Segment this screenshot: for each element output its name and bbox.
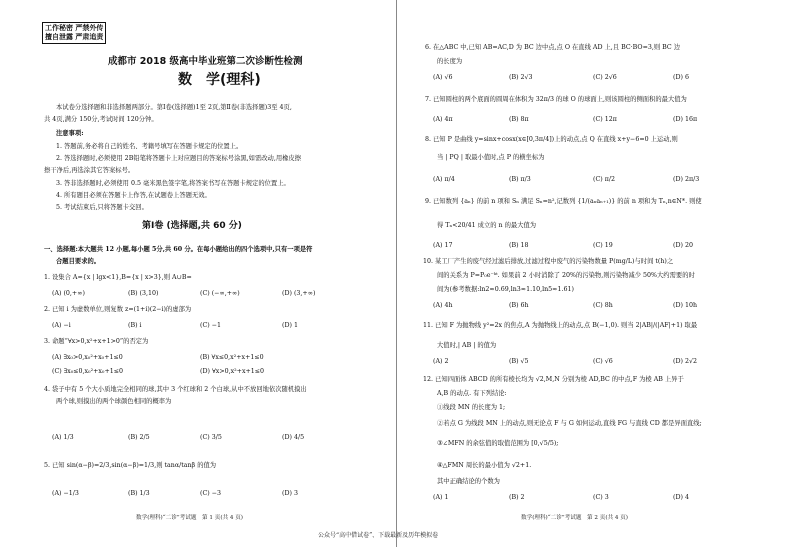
- option: (A) 1: [433, 494, 449, 501]
- page-footer: 数学(理科)“二诊”考试题 第 2 页(共 4 页): [521, 515, 628, 521]
- choice-intro: 一、选择题:本大题共 12 小题,每小题 5分,共 60 分。在每小题给出的四个选项中,只有一项是符: [44, 246, 313, 253]
- question-stem: 3. 命题“∀x>0,x²+x+1>0”的否定为: [44, 338, 149, 345]
- stamp-line-1: 工作秘密 严禁外传: [45, 24, 104, 32]
- option: (C) π/2: [593, 176, 615, 183]
- bottom-caption: 公众号“高中借试卷”、下载最新及历年模拟卷: [318, 532, 439, 539]
- choice-intro: 合题目要求的。: [56, 258, 101, 265]
- question-stem: A,B 的动点. 有下列结论:: [437, 390, 507, 397]
- stamp-line-2: 擅自泄露 严肃追责: [45, 33, 104, 41]
- question-stem: 间的关系为 P=P₀e⁻ᵏᵗ. 如果前 2 小时消除了 20%的污染物,则污染物减少 50%大约需要的时: [437, 272, 695, 279]
- option: (B) 2/5: [128, 434, 150, 441]
- option: (C) 12π: [593, 116, 617, 123]
- option: (D) 6: [673, 74, 689, 81]
- subject-title: 数 学(理科): [178, 72, 261, 88]
- option: (B) ∀x≤0,x²+x+1≤0: [200, 354, 264, 361]
- option: (D) 3: [282, 490, 298, 497]
- question-stem: 2. 已知 i 为虚数单位,则复数 z=(1+i)(2−i)的虚部为: [44, 306, 192, 313]
- option: (B) 2: [509, 494, 525, 501]
- question-stem: 两个球,则摸出的两个球颜色相同的概率为: [56, 398, 172, 405]
- page-footer: 数学(理科)“二诊”考试题 第 1 页(共 4 页): [136, 515, 243, 521]
- exam-title: 成都市 2018 级高中毕业班第二次诊断性检测: [108, 56, 303, 67]
- option: (A) −i: [52, 322, 71, 329]
- option: (A) π/4: [433, 176, 455, 183]
- question-stem: 10. 某工厂产生的废气经过滤后排放,过滤过程中废气的污染物数量 P(mg/L)与时间 t(h)之: [423, 258, 674, 265]
- option: (D) 10h: [673, 302, 698, 309]
- option: (C) −1: [200, 322, 222, 329]
- option: (A) 4h: [433, 302, 453, 309]
- option: (A) 17: [433, 242, 453, 249]
- option: (C) ∃x₀≤0,x₀²+x₀+1≤0: [52, 368, 124, 375]
- question-stem: 6. 在△ABC 中,已知 AB=AC,D 为 BC 边中点,点 O 在直线 AD 上,且 BC·BO=3,则 BC 边: [425, 44, 681, 51]
- option: (D) 16π: [673, 116, 698, 123]
- notes-title: 注意事项:: [56, 130, 84, 137]
- option: (B) 2√3: [509, 74, 533, 81]
- option: (D) ∀x>0,x²+x+1≤0: [200, 368, 265, 375]
- option: (C) −3: [200, 490, 222, 497]
- question-stem: 的长度为: [437, 58, 463, 65]
- option: (A) 2: [433, 358, 449, 365]
- section-title: 第Ⅰ卷 (选择题,共 60 分): [142, 221, 242, 231]
- option: (B) √5: [509, 358, 529, 365]
- option: (C) 19: [593, 242, 613, 249]
- option: (B) 18: [509, 242, 529, 249]
- note-line: 1. 答题前,务必将自己的姓名、考籍号填写在答题卡规定的位置上。: [56, 143, 243, 150]
- question-stem: 9. 已知数列 {aₙ} 的前 n 项和 Sₙ 满足 Sₙ=n²,记数列 {1/(aₙaₙ₊₁)} 的前 n 项和为 Tₙ,n∈N*. 则使: [425, 198, 702, 205]
- option: (B) π/3: [509, 176, 531, 183]
- page-2: [397, 0, 794, 547]
- question-stem: 当 | PQ | 取最小值时,点 P 的横坐标为: [437, 154, 545, 161]
- question-stem: 大值时,| AB | 的值为: [437, 342, 497, 349]
- intro-line: 共 4页,满分 150分,考试时间 120分钟。: [44, 116, 158, 123]
- question-stem: ③∠MFN 的余弦值的取值范围为 [0,√5/5);: [437, 440, 559, 447]
- option: (D) 20: [673, 242, 693, 249]
- question-stem: 间为(参考数据:ln2≈0.69,ln3≈1.10,ln5≈1.61): [437, 286, 574, 293]
- option: (A) ∃x₀>0,x₀²+x₀+1≤0: [52, 354, 123, 361]
- intro-line: 本试卷分选择题和非选择题两部分。第Ⅰ卷(选择题)1至 2页,第Ⅱ卷(非选择题)3至 4页,: [56, 104, 292, 111]
- option: (A) −1/3: [52, 490, 79, 497]
- note-line: 擦干净后,再选涂其它答案标号。: [44, 167, 135, 174]
- option: (C) 2√6: [593, 74, 617, 81]
- question-stem: ①线段 MN 的长度为 1;: [437, 404, 506, 411]
- option: (C) 8h: [593, 302, 613, 309]
- note-line: 2. 答选择题时,必须使用 2B铅笔将答题卡上对应题目的答案标号涂黑,如需改动,用橡皮擦: [56, 155, 302, 162]
- option: (A) √6: [433, 74, 453, 81]
- question-stem: 8. 已知 P 是曲线 y=sinx+cosx(x∈[0,3π/4])上的动点,点 Q 在直线 x+y−6=0 上运动,则: [425, 136, 678, 143]
- option: (D) 1: [282, 322, 298, 329]
- note-line: 4. 所有题目必须在答题卡上作答,在试题卷上答题无效。: [56, 192, 211, 199]
- confidential-stamp: [42, 22, 106, 44]
- question-stem: 其中正确结论的个数为: [437, 478, 500, 485]
- question-stem: 得 Tₙ<20/41 成立的 n 的最大值为: [437, 222, 537, 229]
- option: (C) (−∞,+∞): [200, 290, 240, 297]
- option: (D) 4/5: [282, 434, 305, 441]
- option: (D) 4: [673, 494, 689, 501]
- option: (A) 1/3: [52, 434, 74, 441]
- option: (B) 8π: [509, 116, 529, 123]
- question-stem: ④△FMN 周长的最小值为 √2+1.: [437, 462, 532, 469]
- question-stem: 12. 已知四面体 ABCD 的所有棱长均为 √2,M,N 分别为棱 AD,BC 的中点,F 为棱 AB 上异于: [423, 376, 684, 383]
- option: (A) 4π: [433, 116, 453, 123]
- option: (C) 3: [593, 494, 609, 501]
- option: (B) i: [128, 322, 142, 329]
- note-line: 5. 考试结束后,只将答题卡交回。: [56, 204, 148, 211]
- option: (D) 2π/3: [673, 176, 700, 183]
- note-line: 3. 答非选择题时,必须使用 0.5 毫米黑色签字笔,将答案书写在答题卡规定的位置上。: [56, 180, 290, 187]
- question-stem: 5. 已知 sin(α−β)=2/3,sin(α−β)=1/3,则 tanα/tanβ 的值为: [44, 462, 217, 469]
- question-stem: 4. 袋子中有 5 个大小质地完全相同的球,其中 3 个红球和 2 个白球,从中不放回地依次随机摸出: [44, 386, 307, 393]
- option: (D) 2√2: [673, 358, 697, 365]
- question-stem: 7. 已知圆柱的两个底面的圆周在体积为 32π/3 的球 O 的球面上,则该圆柱的侧面积的最大值为: [425, 96, 687, 103]
- question-stem: 11. 已知 F 为抛物线 y²=2x 的焦点,A 为抛物线上的动点,点 B(−1,0). 则当 2|AB|/(|AF|+1) 取最: [423, 322, 698, 329]
- option: (D) (3,+∞): [282, 290, 316, 297]
- question-stem: ②若点 G 为线段 MN 上的动点,则无论点 F 与 G 如何运动,直线 FG 与直线 CD 都是异面直线;: [437, 420, 702, 427]
- question-stem: 1. 设集合 A={x | lgx<1},B={x | x>3},则 A∪B=: [44, 274, 192, 281]
- option: (B) 1/3: [128, 490, 150, 497]
- option: (C) √6: [593, 358, 613, 365]
- option: (B) (3,10): [128, 290, 159, 297]
- option: (B) 6h: [509, 302, 529, 309]
- option: (C) 3/5: [200, 434, 222, 441]
- option: (A) (0,+∞): [52, 290, 85, 297]
